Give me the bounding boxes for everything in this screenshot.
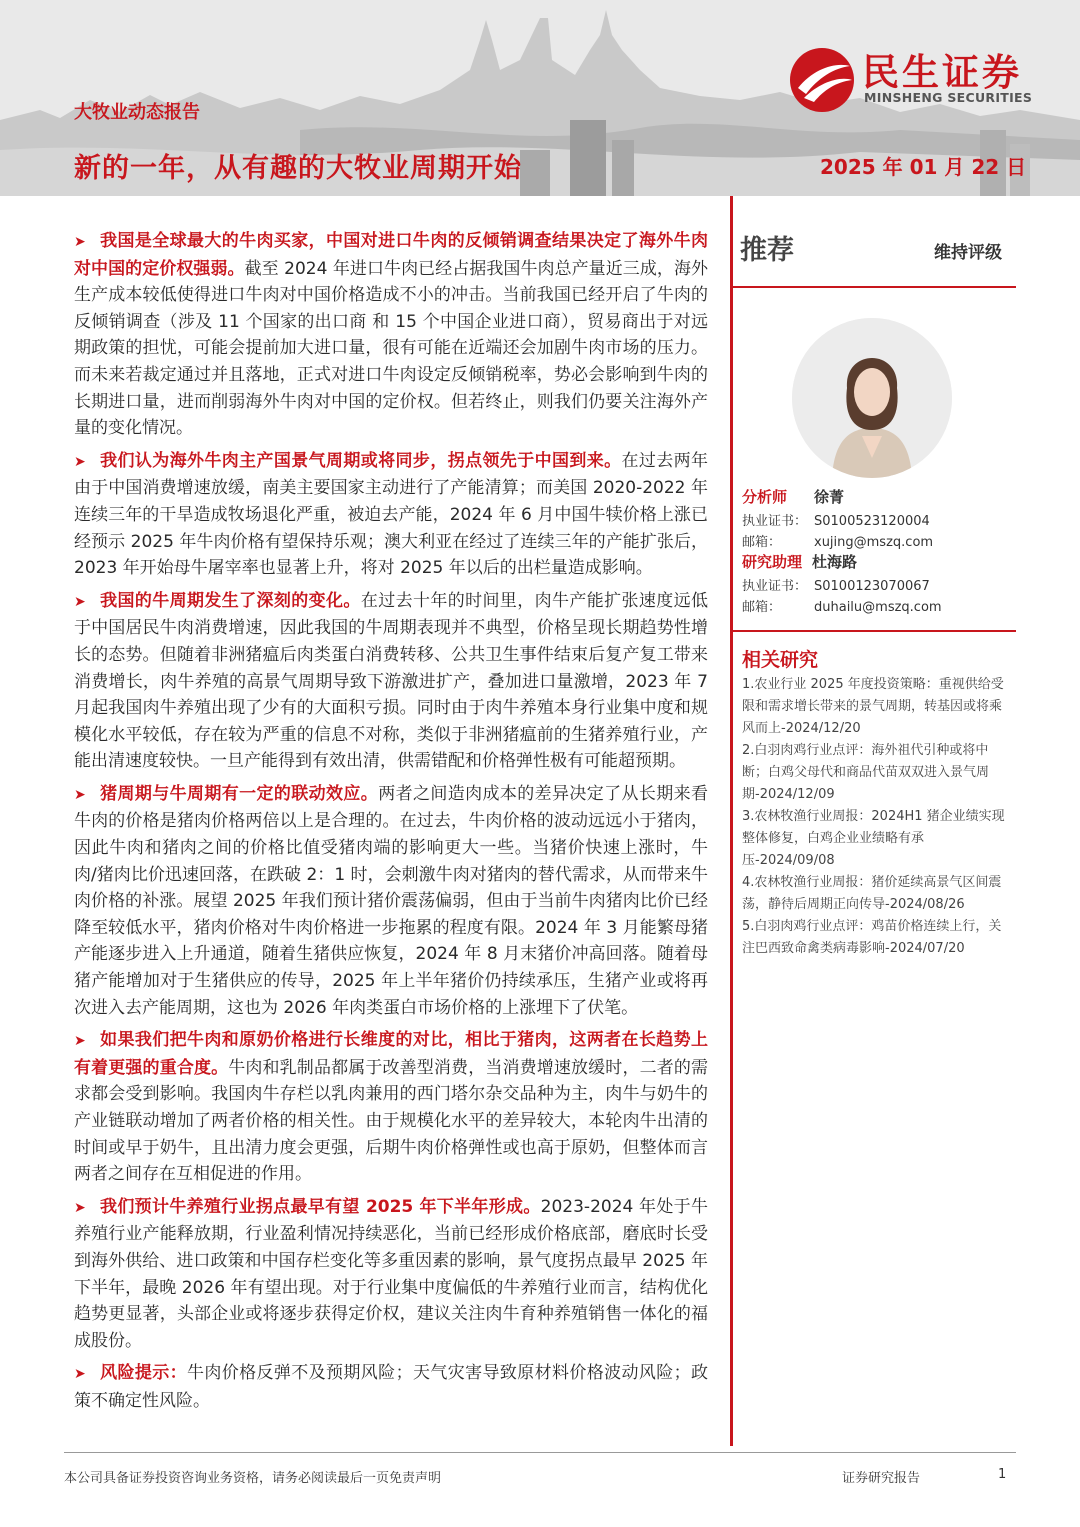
related-research-item[interactable]: 4.农林牧渔行业周报：猪价延续高景气区间震荡，静待后周期正向传导-2024/08/26 <box>742 875 1002 912</box>
paragraph-body: 两者之间造肉成本的差异决定了从长期来看牛肉的价格是猪肉价格两倍以上是合理的。在过去，牛肉价格的波动远远小于猪肉，因此牛肉和猪肉之间的价格比值受猪肉端的影响更大一些。当猪价快速上涨时，牛肉/猪肉比价迅速回落，在跌破 2：1 时，会刺激牛肉对猪肉的替代需求，从而带来牛肉价格的补涨。展望 2025 年我们预计猪价震荡偏弱，但由于当前牛肉猪肉比价已经降至较低水平，猪肉价格对牛肉价格进一步拖累的程度有限。2024 年 3 月能繁母猪产能逐步进入上升通道，随着生猪供应恢复，2024 年 8 月末猪价冲高回落。随着母猪产能增加对于生猪供应的传导，2025 年上半年猪价仍持续承压，生猪产业或将再次进入去产能周期，这也为 2026 年肉类蛋白市场价格的上涨埋下了伏笔。 <box>74 783 709 1018</box>
paragraph-lead: 猪周期与牛周期有一定的联动效应。 <box>99 783 379 804</box>
summary-paragraph <box>74 228 708 442</box>
related-research-item[interactable]: 5.白羽肉鸡行业点评：鸡苗价格连续上行，关注巴西致命禽类病毒影响-2024/07/20 <box>742 919 1002 956</box>
assistant-email-row <box>742 596 942 615</box>
rating-note: 维持评级 <box>934 243 1002 263</box>
related-research-title: 相关研究 <box>742 649 819 671</box>
rating-label: 推荐 <box>740 235 794 266</box>
analyst-photo <box>792 318 952 478</box>
related-research-list <box>742 674 1014 960</box>
logo-english-text: MINSHENG SECURITIES <box>864 90 1033 105</box>
risk-paragraph <box>74 1360 708 1414</box>
field-label: 邮箱： <box>742 535 782 550</box>
assistant-cert-row <box>742 575 930 594</box>
footer-rule <box>64 1452 1016 1453</box>
paragraph-body: 截至 2024 年进口牛肉已经占据我国牛肉总产量近三成，海外生产成本较低使得进口牛肉对中国价格造成不小的冲击。当前我国已经开启了牛肉的反倾销调查（涉及 11 个国家的出口商 和 15 个中国企业进口商），贸易商出于对远期政策的担忧，可能会提前加大进口量，很有可能在近端还会加剧牛肉市场的压力。而未来若裁定通过并且落地，正式对进口牛肉设定反倾销税率，势必会影响到牛肉的长期进口量，进而削弱海外牛肉对中国的定价权。但若终止，则我们仍要关注海外产量的变化情况。 <box>74 258 709 439</box>
analyst-cert-row <box>742 510 930 529</box>
arrow-bullet-icon: ➤ <box>74 786 86 803</box>
header-banner <box>0 0 1080 196</box>
analyst-email-row <box>742 531 933 550</box>
paragraph-lead: 我们认为海外牛肉主产国景气周期或将同步，拐点领先于中国到来。 <box>99 450 622 471</box>
arrow-bullet-icon: ➤ <box>74 1366 86 1383</box>
analyst-cert: S0100523120004 <box>814 514 930 529</box>
arrow-bullet-icon: ➤ <box>74 1033 86 1050</box>
sidebar-rule <box>733 286 1016 288</box>
analyst-portrait-icon <box>792 318 952 478</box>
summary-paragraph <box>74 1027 708 1188</box>
report-date: 2025 年 01 月 22 日 <box>820 155 1027 179</box>
arrow-bullet-icon: ➤ <box>74 234 86 250</box>
related-research-item[interactable]: 2.白羽肉鸡行业点评：海外祖代引种或将中断；白鸡父母代和商品代苗双双进入景气周期-2024/12/09 <box>742 743 990 802</box>
field-label: 邮箱： <box>742 600 782 615</box>
sidebar-divider <box>730 196 733 1446</box>
analyst-email[interactable]: xujing@mszq.com <box>814 535 934 550</box>
summary-paragraph <box>74 781 708 1021</box>
related-research-item[interactable]: 1.农业行业 2025 年度投资策略：重视供给受限和需求增长带来的景气周期，转基因或将乘风而上-2024/12/20 <box>742 677 1004 736</box>
paragraph-lead: 我国是全球最大的牛肉买家，中国对进口牛肉的反倾销调查结果决定了海外牛肉对中国的定价权强弱。 <box>74 231 708 279</box>
arrow-bullet-icon: ➤ <box>74 593 86 610</box>
paragraph-lead: 我们预计牛养殖行业拐点最早有望 2025 年下半年形成。 <box>99 1196 541 1217</box>
paragraph-lead: 我国的牛周期发生了深刻的变化。 <box>99 590 361 611</box>
assistant-email[interactable]: duhailu@mszq.com <box>814 600 942 615</box>
assistant-label: 研究助理 <box>742 553 803 571</box>
paragraph-body: 牛肉价格反弹不及预期风险；天气灾害导致原材料价格波动风险；政策不确定性风险。 <box>74 1363 709 1411</box>
analyst-label: 分析师 <box>742 488 788 506</box>
field-label: 执业证书： <box>742 514 808 529</box>
paragraph-body: 2023-2024 年处于牛养殖行业产能释放期，行业盈利情况持续恶化，当前已经形成价格底部，磨底时长受到海外供给、进口政策和中国存栏变化等多重因素的影响，景气度拐点最早 2025 年下半年，最晚 2026 年有望出现。对于行业集中度偏低的牛养殖行业而言，结构优化趋势更显著，头部企业或将逐步获得定价权，建议关注肉牛育种养殖销售一体化的福成股份。 <box>74 1196 708 1351</box>
arrow-bullet-icon: ➤ <box>74 1199 86 1216</box>
main-content <box>74 228 708 1421</box>
paragraph-body: 牛肉和乳制品都属于改善型消费，当消费增速放缓时，二者的需求都会受到影响。我国肉牛存栏以乳肉兼用的西门塔尔杂交品种为主，肉牛与奶牛的产业链联动增加了两者价格的相关性。由于规模化水平的差异较大，本轮肉牛出清的时间或早于奶牛，且出清力度会更强，后期牛肉价格弹性或也高于原奶，但整体而言两者之间存在互相促进的作用。 <box>74 1057 708 1185</box>
report-title: 新的一年，从有趣的大牧业周期开始 <box>74 153 522 184</box>
sidebar-rule <box>733 630 1016 632</box>
analyst-name: 徐菁 <box>814 488 845 506</box>
summary-paragraph <box>74 448 708 582</box>
footer-disclaimer: 本公司具备证券投资咨询业务资格，请务必阅读最后一页免责声明 <box>64 1471 442 1486</box>
field-label: 执业证书： <box>742 579 808 594</box>
logo-chinese-text: 民生证券 <box>862 51 1022 94</box>
paragraph-body: 在过去两年由于中国消费增速放缓，南美主要国家主动进行了产能清算；而美国 2020-2022 年连续三年的干旱造成牧场退化严重，被迫去产能，2024 年 6 月中国牛犊价格上涨已经预示 2025 年牛肉价格有望保持乐观；澳大利亚在经过了连续三年的产能扩张后，2023 年开始母牛屠宰率也显著上升，将对 2025 年以后的出栏量造成影响。 <box>74 450 709 579</box>
paragraph-body: 在过去十年的时间里，肉牛产能扩张速度远低于中国居民牛肉消费增速，因此我国的牛周期表现并不典型，价格呈现长期趋势性增长的态势。但随着非洲猪瘟后肉类蛋白消费转移、公共卫生事件结束后复产复工带来消费增长，肉牛养殖的高景气周期导致下游激进扩产，叠加进口量激增，2023 年 7 月起我国肉牛养殖出现了少有的大面积亏损。同时由于肉牛养殖本身行业集中度和规模化水平较低，存在较为严重的信息不对称，类似于非洲猪瘟前的生猪养殖行业，产能出清速度较快。一旦产能得到有效出清，供需错配和价格弹性极有可能超预期。 <box>74 590 709 772</box>
assistant-name: 杜海路 <box>812 553 858 571</box>
summary-paragraph <box>74 588 708 775</box>
assistant-cert: S0100123070067 <box>814 579 930 594</box>
report-type-label: 大牧业动态报告 <box>74 102 200 123</box>
page-number: 1 <box>998 1467 1007 1482</box>
paragraph-lead: 如果我们把牛肉和原奶价格进行长维度的对比，相比于猪肉，这两者在长趋势上有着更强的重合度。 <box>74 1030 708 1078</box>
footer-report-label: 证券研究报告 <box>842 1471 921 1486</box>
summary-paragraph <box>74 1194 708 1355</box>
paragraph-lead: 风险提示： <box>99 1363 188 1384</box>
arrow-bullet-icon: ➤ <box>74 453 86 470</box>
related-research-item[interactable]: 3.农林牧渔行业周报：2024H1 猪企业绩实现整体修复，白鸡企业业绩略有承压-2024/09/08 <box>742 809 1005 868</box>
